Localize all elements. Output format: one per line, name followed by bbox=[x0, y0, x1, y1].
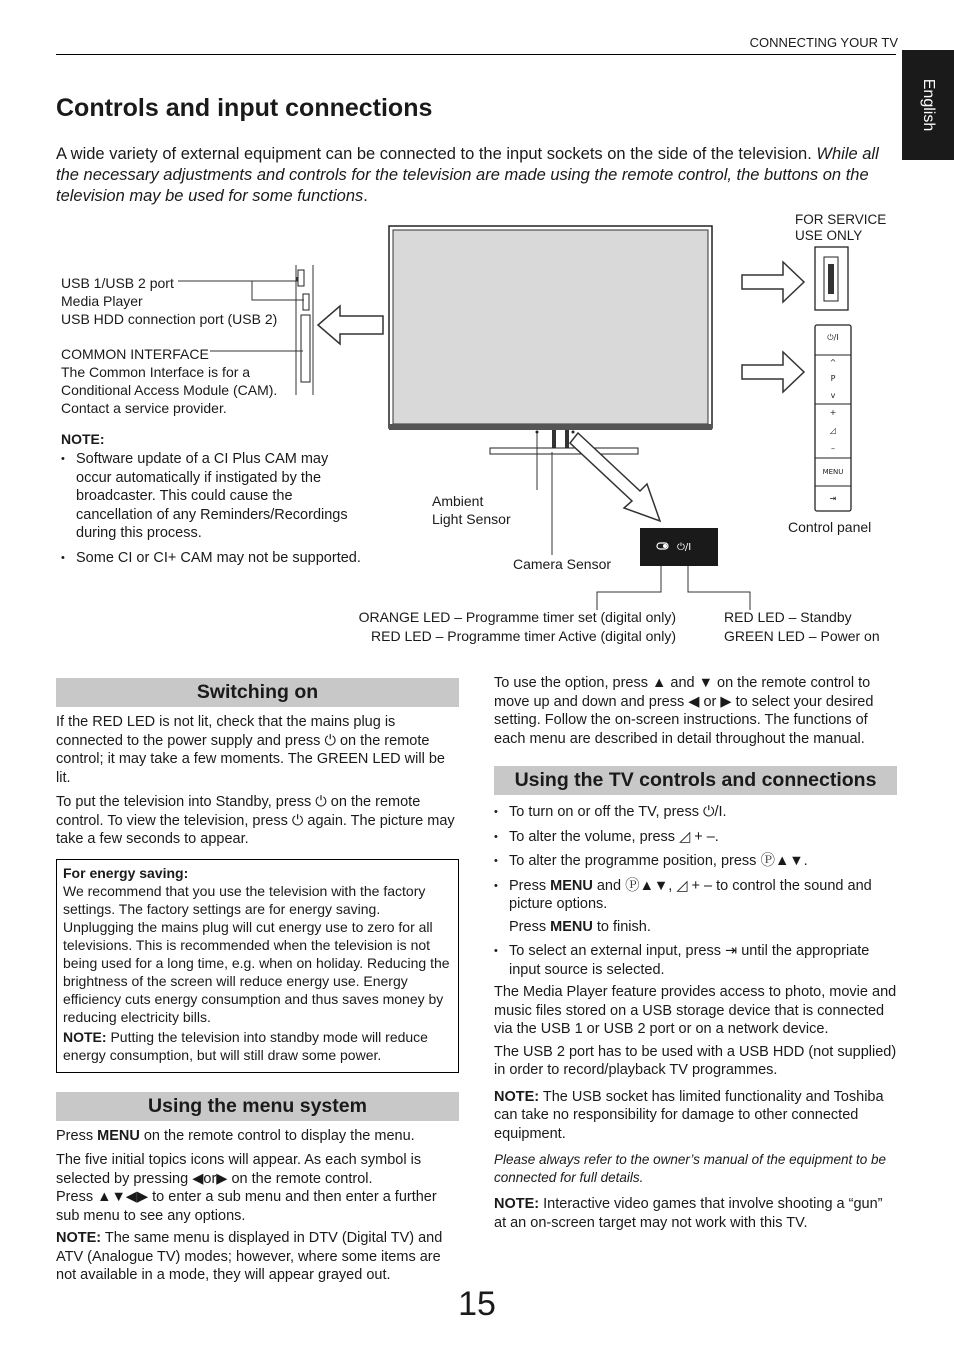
power-icon: ⏻/I bbox=[703, 804, 723, 820]
power-icon: ⏻/I bbox=[827, 333, 839, 342]
menu-p2: The five initial topics icons will appear. As each symbol is selected by pressing ◀or▶ on the remote control. Press ▲▼◀▶ to enter a sub menu and then enter a further sub menu to see any options. bbox=[56, 1152, 437, 1224]
energy-saving-box bbox=[56, 859, 459, 1073]
menu-icon: MENU bbox=[822, 468, 844, 476]
option-paragraph: To use the option, press ▲ and ▼ on the remote control to move up and down and press ◀ or ▶ to select your desired setting. Follow the on-screen instructions. The functions of each menu are described in detail throughout the manual. bbox=[494, 675, 874, 747]
list-item: • To turn on or off the TV, press ⏻/I. bbox=[494, 803, 897, 822]
tv-screen bbox=[393, 230, 708, 424]
tv-bottom-strip bbox=[389, 424, 712, 430]
chevron-up-icon: ^ bbox=[829, 358, 837, 367]
programme-icon: Ⓟ▲▼ bbox=[625, 877, 669, 894]
intro-normal: A wide variety of external equipment can be connected to the input sockets on the side of the television. bbox=[56, 145, 812, 163]
arrow-down-right-icon bbox=[570, 433, 660, 521]
chevron-down-icon: v bbox=[830, 391, 836, 400]
energy-heading: For energy saving: bbox=[63, 864, 189, 881]
page-number: 15 bbox=[458, 1285, 496, 1323]
energy-note: NOTE: Putting the television into standby mode will reduce energy consumption, but will still draw some power. bbox=[63, 1028, 428, 1063]
programme-icon: P bbox=[830, 374, 836, 383]
control-panel-label: Control panel bbox=[788, 519, 872, 535]
menu-system-heading: Using the menu system bbox=[56, 1092, 459, 1121]
language-tab-label: English bbox=[920, 78, 937, 132]
switching-on-heading: Switching on bbox=[56, 678, 459, 707]
intro-paragraph: A wide variety of external equipment can be connected to the input sockets on the side of the television. While all the necessary adjustments and controls for the television are made using the remote control, the buttons on the television may be used for some functions. bbox=[56, 145, 879, 205]
plus-icon: + bbox=[829, 408, 837, 417]
tv-controls-heading: Using the TV controls and connections bbox=[494, 766, 897, 795]
led-dot bbox=[572, 431, 575, 434]
list-item: • Press MENU and Ⓟ▲▼, ◿ + – to control the sound and picture options. Press MENU to finish. bbox=[494, 877, 897, 937]
ci-slot bbox=[301, 315, 310, 382]
programme-icon: Ⓟ▲▼ bbox=[760, 853, 804, 869]
arrow-left-icon bbox=[318, 306, 383, 344]
tv-stand bbox=[490, 448, 638, 454]
right-arrow-icon: ▶ bbox=[216, 1170, 228, 1187]
down-arrow-icon: ▼ bbox=[698, 675, 713, 691]
ci-label: COMMON INTERFACE The Common Interface is for a Conditional Access Module (CAM). Contact a service provider. bbox=[61, 346, 278, 416]
service-label: FOR SERVICE USE ONLY bbox=[795, 212, 887, 243]
direction-arrows-icon: ▲▼◀▶ bbox=[97, 1189, 149, 1205]
right-arrow-icon: ▶ bbox=[720, 693, 732, 710]
usb2-port bbox=[303, 294, 309, 310]
camera-sensor-label: Camera Sensor bbox=[513, 556, 612, 572]
page-title: Controls and input connections bbox=[56, 94, 433, 122]
arrow-right-icon bbox=[742, 352, 804, 392]
tv-controls-list bbox=[494, 803, 897, 979]
usb2-paragraph: The USB 2 port has to be used with a USB HDD (not supplied) in order to record/playback TV programmes. bbox=[494, 1043, 897, 1078]
list-item: • To alter the volume, press ◿ + –. bbox=[494, 828, 897, 847]
list-item: • To alter the programme position, press Ⓟ▲▼. bbox=[494, 852, 897, 871]
usb-note: NOTE: The USB socket has limited functionality and Toshiba can take no responsibility for damage to other connected equipment. bbox=[494, 1088, 884, 1142]
volume-icon: ◿ bbox=[676, 877, 688, 894]
energy-body: We recommend that you use the television with the factory settings. The factory settings are for energy saving. Unplugging the mains plug will cut energy use to zero for all televisions. This is recommended when the television is not being used for a long time, e.g. when on holiday. Reducing the brightness of the screen will reduce energy use. Energy efficiency cuts energy consumption and thus saves money by reducing electricity bills. bbox=[63, 882, 450, 1025]
games-note: NOTE: Interactive video games that involve shooting a “gun” at an on-screen target may not work with this TV. bbox=[494, 1196, 883, 1231]
intro-italic: While all the necessary adjustments and controls for the television are made using the remote control, the buttons on the television may be used for some functions bbox=[56, 145, 879, 205]
ambient-sensor-label: Ambient Light Sensor bbox=[432, 493, 511, 527]
up-arrow-icon: ▲ bbox=[652, 675, 667, 691]
usb-label: USB 1/USB 2 port Media Player USB HDD connection port (USB 2) bbox=[61, 275, 278, 327]
led-left-label: ORANGE LED – Programme timer set (digital only) RED LED – Programme timer Active (digital only) bbox=[358, 609, 676, 644]
list-item: • To select an external input, press ⇥ until the appropriate input source is selected. bbox=[494, 942, 897, 979]
right-column bbox=[494, 674, 897, 1232]
led-right-label: RED LED – Standby GREEN LED – Power on bbox=[724, 609, 880, 644]
power-icon: ⏻ bbox=[324, 732, 336, 749]
input-icon: ⇥ bbox=[725, 943, 738, 959]
control-panel-buttons bbox=[815, 325, 851, 511]
left-column bbox=[56, 678, 459, 1285]
menu-p1: Press MENU on the remote control to display the menu. bbox=[56, 1127, 415, 1144]
input-icon: ⇥ bbox=[829, 494, 837, 503]
volume-icon: ◿ bbox=[829, 426, 837, 435]
media-player-paragraph: The Media Player feature provides access to photo, movie and music files stored on a USB storage device that is connected via the USB 1 or USB 2 port or on a network device. bbox=[494, 984, 897, 1037]
menu-note: NOTE: The same menu is displayed in DTV (Digital TV) and ATV (Analogue TV) modes; however, where some items are not available in a mode, they will appear grayed out. bbox=[56, 1230, 443, 1283]
left-arrow-icon: ◀ bbox=[688, 693, 700, 710]
minus-icon: – bbox=[831, 444, 835, 453]
usb1-port bbox=[298, 270, 304, 286]
power-icon: ⏻ bbox=[315, 794, 327, 810]
svg-text:⏻/I: ⏻/I bbox=[677, 542, 692, 553]
diagram-note: NOTE: • Software update of a CI Plus CAM may occur automatically if instigated by the broadcaster. This could cause the cancellation of any Reminders/Recordings during this process. • Some CI or CI+ CAM may not be supported. bbox=[61, 430, 361, 573]
arrow-right-icon bbox=[742, 262, 804, 302]
switching-on-p2: To put the television into Standby, press ⏻ on the remote control. To view the television, press ⏻ again. The picture may take a few seconds to appear. bbox=[56, 794, 455, 847]
italic-note: Please always refer to the owner’s manual of the equipment to be connected for full details. bbox=[494, 1152, 886, 1185]
left-arrow-icon: ◀ bbox=[192, 1170, 204, 1187]
note-item: • Some CI or CI+ CAM may not be supported. bbox=[61, 549, 361, 568]
note-item: • Software update of a CI Plus CAM may occur automatically if instigated by the broadcaster. This could cause the cancellation of any Reminders/Recordings during this process. bbox=[61, 450, 361, 543]
volume-icon: ◿ bbox=[679, 828, 691, 845]
switching-on-p1: If the RED LED is not lit, check that the mains plug is connected to the power supply and press ⏻ on the remote control; it may take a few moments. The GREEN LED will be lit. bbox=[56, 714, 445, 786]
running-header: CONNECTING YOUR TV bbox=[749, 35, 898, 50]
power-icon: ⏻ bbox=[291, 812, 304, 829]
